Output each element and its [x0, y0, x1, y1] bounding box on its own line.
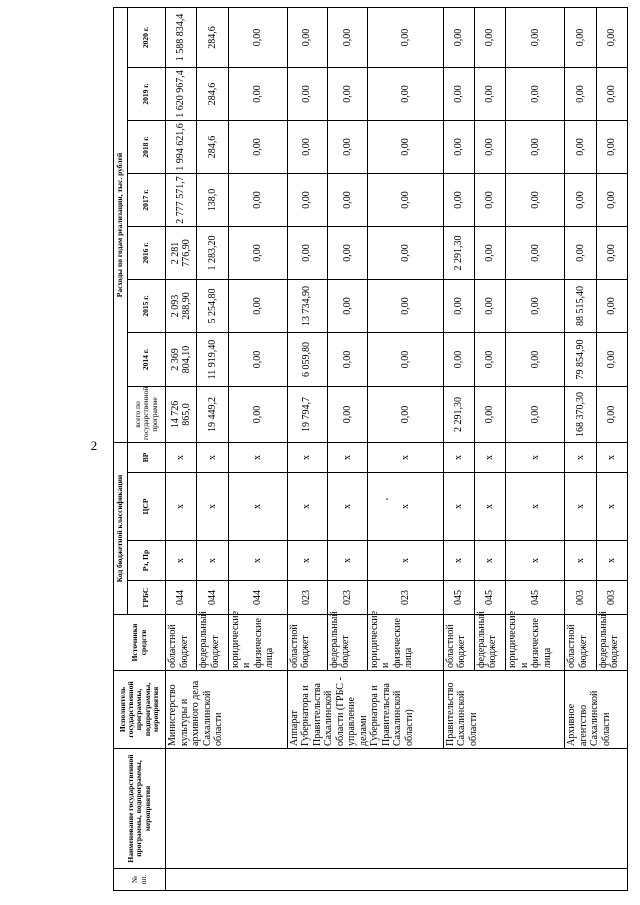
cell-grbs: 003	[565, 581, 596, 615]
header-executor: Исполнитель государственной программы, подпрограммы, мероприятия	[114, 671, 166, 749]
cell-grbs: 045	[506, 581, 565, 615]
cell-year-value: 0,00	[443, 7, 474, 67]
cell-year-value: 0,00	[228, 174, 287, 227]
header-year: 2019 г.	[128, 68, 166, 121]
cell-vr: х	[166, 443, 197, 473]
cell-source: юридические и физические лица	[228, 615, 287, 671]
cell-year-value: 0,00	[474, 280, 505, 333]
cell-year-value: 0,00	[443, 68, 474, 121]
cell-year-value: 0,00	[596, 227, 627, 280]
cell-total: 0,00	[327, 387, 367, 443]
header-code-group: Код бюджетной классификации	[114, 443, 128, 615]
cell-source: областной бюджет	[287, 615, 327, 671]
cell-rzpr: х	[596, 541, 627, 581]
cell-year-value: 11 919,40	[197, 333, 228, 387]
cell-total: 0,00	[367, 387, 443, 443]
cell-csr: х	[596, 473, 627, 541]
header-year: 2017 г.	[128, 174, 166, 227]
cell-rzpr: х	[327, 541, 367, 581]
cell-year-value: 0,00	[367, 280, 443, 333]
cell-year-value: 0,00	[287, 227, 327, 280]
cell-year-value: 1 283,20	[197, 227, 228, 280]
cell-executor: Правительство Сахалинской области	[443, 671, 565, 749]
cell-year-value: 0,00	[596, 333, 627, 387]
cell-year-value: 0,00	[474, 333, 505, 387]
table-row	[166, 7, 197, 890]
cell-vr: х	[596, 443, 627, 473]
cell-year-value: 0,00	[367, 68, 443, 121]
cell-csr: х	[327, 473, 367, 541]
cell-year-value: 0,00	[506, 7, 565, 67]
cell-executor: Архивное агентство Сахалинской области	[565, 671, 628, 749]
cell-year-value: 138,0	[197, 174, 228, 227]
cell-year-value: 0,00	[367, 174, 443, 227]
cell-rzpr: х	[443, 541, 474, 581]
cell-year-value: 0,00	[506, 174, 565, 227]
cell-year-value: 0,00	[327, 227, 367, 280]
cell-year-value: 0,00	[327, 174, 367, 227]
cell-year-value: 0,00	[287, 121, 327, 174]
cell-executor: Аппарат Губернатора и Правительства Сахалинской области (ГРБС - управление делами Губернатора и Правительства Сахалинской области)	[287, 671, 443, 749]
cell-csr: х	[228, 473, 287, 541]
cell-year-value: 2 291,30	[443, 227, 474, 280]
cell-grbs: 045	[474, 581, 505, 615]
cell-year-value: 2 777 571,7	[166, 174, 197, 227]
cell-year-value: 0,00	[228, 68, 287, 121]
cell-vr: х	[197, 443, 228, 473]
cell-source: областной бюджет	[443, 615, 474, 671]
cell-year-value: 0,00	[506, 280, 565, 333]
cell-year-value: 0,00	[287, 68, 327, 121]
cell-grbs: 023	[367, 581, 443, 615]
cell-year-value: 88 515,40	[565, 280, 596, 333]
table-header	[114, 7, 166, 890]
cell-executor: Министерство культуры и архивного дела Сахалинской области	[166, 671, 288, 749]
cell-total: 0,00	[228, 387, 287, 443]
header-year: 2015 г.	[128, 280, 166, 333]
cell-year-value: 0,00	[596, 121, 627, 174]
header-grbs: ГРБС	[128, 581, 166, 615]
header-year: 2020 г.	[128, 7, 166, 67]
cell-year-value: 0,00	[287, 174, 327, 227]
cell-total: 0,00	[474, 387, 505, 443]
cell-year-value: 0,00	[565, 7, 596, 67]
cell-vr: х	[228, 443, 287, 473]
cell-year-value: 6 059,80	[287, 333, 327, 387]
header-source: Источники средств	[114, 615, 166, 671]
page-number: 2	[90, 438, 98, 453]
cell-year-value: 0,00	[228, 227, 287, 280]
cell-year-value: 0,00	[474, 121, 505, 174]
header-rzpr: Рз, Пр	[128, 541, 166, 581]
cell-csr: х	[166, 473, 197, 541]
cell-year-value: 0,00	[228, 280, 287, 333]
cell-year-value: 1 994 621,6	[166, 121, 197, 174]
cell-year-value: 0,00	[565, 68, 596, 121]
cell-year-value: 0,00	[596, 68, 627, 121]
budget-table	[113, 7, 628, 891]
cell-total: 14 726 865,0	[166, 387, 197, 443]
cell-year-value: 0,00	[367, 7, 443, 67]
cell-year-value: 0,00	[327, 68, 367, 121]
header-program: Наименование государственной программы, подпрограммы, мероприятия	[114, 749, 166, 869]
header-total: всего по государственной программе	[128, 387, 166, 443]
cell-year-value: 0,00	[596, 280, 627, 333]
cell-year-value: 0,00	[443, 333, 474, 387]
cell-vr: х	[506, 443, 565, 473]
cell-total: 0,00	[596, 387, 627, 443]
cell-csr: х	[565, 473, 596, 541]
cell-year-value: 0,00	[443, 174, 474, 227]
cell-grbs: 045	[443, 581, 474, 615]
header-year: 2016 г.	[128, 227, 166, 280]
cell-year-value: 0,00	[228, 7, 287, 67]
cell-year-value: 0,00	[565, 121, 596, 174]
cell-csr: х	[197, 473, 228, 541]
cell-source: юридические и физические лица	[367, 615, 443, 671]
cell-year-value: 0,00	[506, 68, 565, 121]
cell-year-value: 0,00	[228, 121, 287, 174]
cell-year-value: 1 620 967,4	[166, 68, 197, 121]
cell-year-value: 0,00	[367, 333, 443, 387]
table-body	[166, 7, 628, 890]
cell-csr: х	[506, 473, 565, 541]
header-expenses-group: Расходы по годам реализации, тыс. рублей	[114, 7, 128, 442]
cell-rzpr: х	[565, 541, 596, 581]
cell-year-value: 0,00	[506, 333, 565, 387]
cell-year-value: 284,6	[197, 68, 228, 121]
header-year: 2014 г.	[128, 333, 166, 387]
cell-source: федеральный бюджет	[327, 615, 367, 671]
cell-grbs: 044	[197, 581, 228, 615]
cell-vr: х	[327, 443, 367, 473]
cell-rzpr: х	[367, 541, 443, 581]
cell-year-value: 2 281 776,90	[166, 227, 197, 280]
cell-year-value: 0,00	[327, 121, 367, 174]
cell-year-value: 0,00	[596, 174, 627, 227]
cell-source: областной бюджет	[565, 615, 596, 671]
cell-rzpr: х	[474, 541, 505, 581]
cell-year-value: 13 734,90	[287, 280, 327, 333]
cell-source: юридические и физические лица	[506, 615, 565, 671]
cell-year-value: 284,6	[197, 121, 228, 174]
cell-year-value: 79 854,90	[565, 333, 596, 387]
cell-csr: х	[474, 473, 505, 541]
cell-year-value: 5 254,80	[197, 280, 228, 333]
cell-rzpr: х	[506, 541, 565, 581]
cell-year-value: 0,00	[474, 7, 505, 67]
cell-vr: х	[287, 443, 327, 473]
cell-year-value: 2 093 288,90	[166, 280, 197, 333]
cell-year-value: 0,00	[596, 7, 627, 67]
cell-year-value: 0,00	[474, 68, 505, 121]
cell-year-value: 0,00	[443, 121, 474, 174]
cell-total: 19 794,7	[287, 387, 327, 443]
cell-year-value: 0,00	[228, 333, 287, 387]
cell-grbs: 044	[166, 581, 197, 615]
cell-source: федеральный бюджет	[596, 615, 627, 671]
cell-year-value: 0,00	[443, 280, 474, 333]
cell-csr: х	[443, 473, 474, 541]
cell-vr: х	[367, 443, 443, 473]
cell-year-value: 0,00	[565, 227, 596, 280]
cell-year-value: 1 588 834,4	[166, 7, 197, 67]
cell-rzpr: х	[166, 541, 197, 581]
cell-year-value: 0,00	[506, 227, 565, 280]
cell-year-value: 0,00	[506, 121, 565, 174]
cell-rzpr: х	[228, 541, 287, 581]
cell-year-value: 0,00	[327, 280, 367, 333]
cell-year-value: 2 369 804,10	[166, 333, 197, 387]
cell-csr: х	[287, 473, 327, 541]
cell-program	[166, 749, 628, 869]
cell-year-value: 0,00	[474, 227, 505, 280]
cell-year-value: 284,6	[197, 7, 228, 67]
cell-grbs: 044	[228, 581, 287, 615]
cell-total: 2 291,30	[443, 387, 474, 443]
cell-source: федеральный бюджет	[474, 615, 505, 671]
header-no: № пп.	[114, 869, 166, 891]
cell-grbs: 003	[596, 581, 627, 615]
cell-vr: х	[565, 443, 596, 473]
cell-vr: х	[474, 443, 505, 473]
cell-source: федеральный бюджет	[197, 615, 228, 671]
cell-year-value: 0,00	[327, 333, 367, 387]
cell-year-value: 0,00	[327, 7, 367, 67]
header-csr: ЦСР	[128, 473, 166, 541]
cell-year-value: 0,00	[367, 227, 443, 280]
cell-csr: х	[367, 473, 443, 541]
cell-year-value: 0,00	[287, 7, 327, 67]
cell-vr: х	[443, 443, 474, 473]
cell-rzpr: х	[287, 541, 327, 581]
rotated-table-container	[113, 8, 628, 891]
cell-source: областной бюджет	[166, 615, 197, 671]
cell-total: 0,00	[506, 387, 565, 443]
cell-no	[166, 869, 628, 891]
cell-grbs: 023	[327, 581, 367, 615]
header-vr: ВР	[128, 443, 166, 473]
cell-rzpr: х	[197, 541, 228, 581]
cell-total: 19 449,2	[197, 387, 228, 443]
cell-total: 168 370,30	[565, 387, 596, 443]
cell-year-value: 0,00	[367, 121, 443, 174]
header-year: 2018 г.	[128, 121, 166, 174]
cell-year-value: 0,00	[565, 174, 596, 227]
cell-grbs: 023	[287, 581, 327, 615]
cell-year-value: 0,00	[474, 174, 505, 227]
